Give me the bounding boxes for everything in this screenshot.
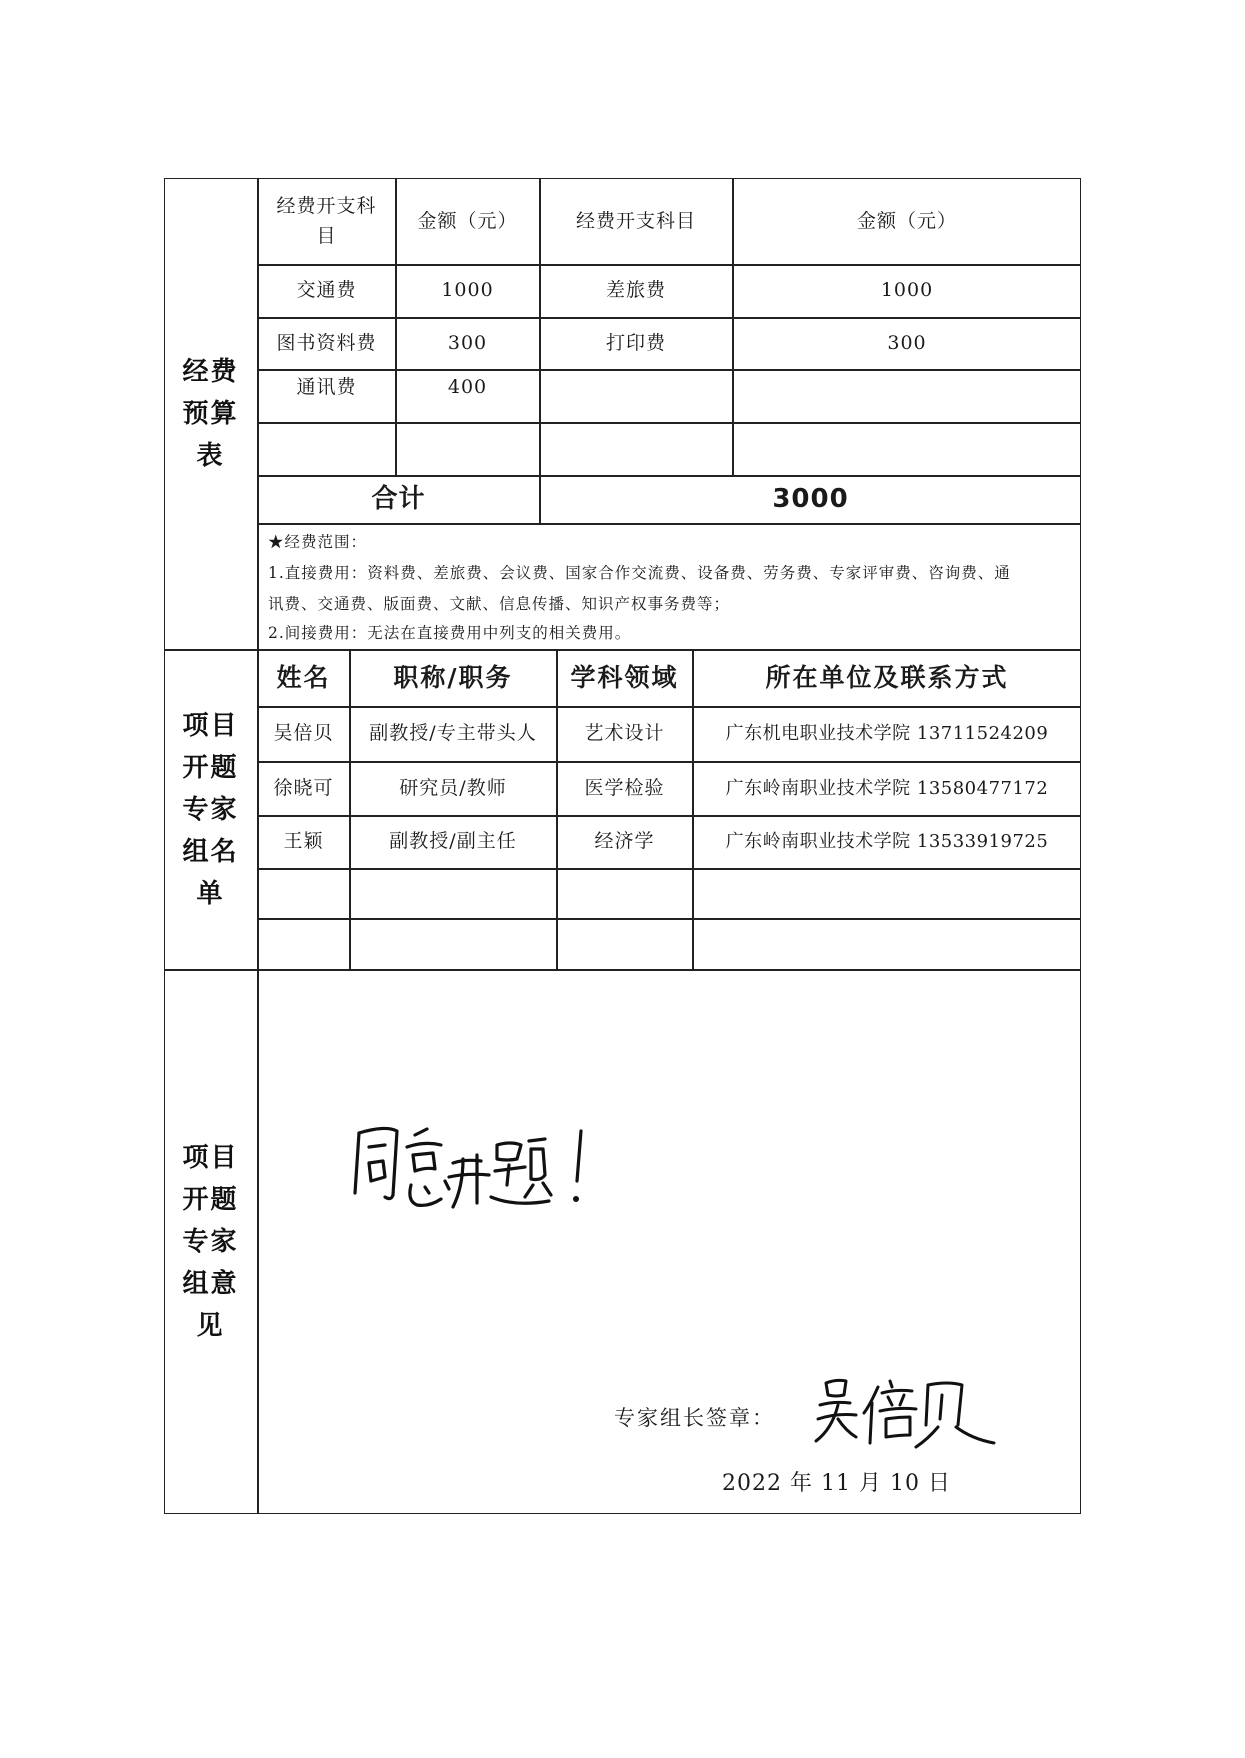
expert-name: 吴倍贝 <box>273 722 334 745</box>
expert-contact: 广东岭南职业技术学院 13533919725 <box>725 831 1049 853</box>
budget-cell: 400 <box>447 376 488 399</box>
budget-notes-line-3: 2.间接费用：无法在直接费用中列支的相关费用。 <box>268 624 632 642</box>
budget-side-label: 经费 预算 表 <box>182 356 239 472</box>
experts-header-field: 学科领域 <box>570 663 679 693</box>
expert-contact: 广东机电职业技术学院 13711524209 <box>725 723 1049 745</box>
experts-row-line <box>257 868 1081 870</box>
budget-cell <box>540 370 732 422</box>
expert-field: 艺术设计 <box>584 722 665 745</box>
opinion-side-label: 项目 开题 专家 组意 见 <box>182 1142 239 1342</box>
expert-title: 副教授/专主带头人 <box>369 722 537 745</box>
budget-cell: 300 <box>887 331 927 354</box>
experts-side-label: 项目 开题 专家 组名 单 <box>182 710 239 910</box>
budget-row-line <box>257 422 1081 424</box>
budget-cell: 打印费 <box>605 331 666 354</box>
expert-title: 副教授/副主任 <box>389 830 517 853</box>
budget-notes-title: ★经费范围： <box>268 533 368 551</box>
budget-cell <box>733 370 1081 422</box>
expert-field: 医学检验 <box>584 776 665 799</box>
budget-cell: 交通费 <box>296 279 357 302</box>
signature-handwriting <box>812 1373 1007 1455</box>
handwritten-opinion <box>345 1115 595 1230</box>
budget-cell: 通讯费 <box>296 376 357 399</box>
signature-label: 专家组长签章： <box>614 1406 775 1430</box>
budget-notes-line-1: 1.直接费用：资料费、差旅费、会议费、国家合作交流费、设备费、劳务费、专家评审费、咨询费、通 <box>268 564 1011 582</box>
budget-cell: 300 <box>447 331 488 354</box>
budget-notes-line-2: 讯费、交通费、版面费、文献、信息传播、知识产权事务费等； <box>268 595 731 613</box>
experts-header-name: 姓名 <box>276 663 331 693</box>
budget-cell: 1000 <box>880 279 934 302</box>
experts-section-bottom <box>164 969 1081 971</box>
budget-header-item-b: 经费开支科目 <box>575 209 696 232</box>
budget-total-label: 合计 <box>371 484 426 515</box>
expert-contact: 广东岭南职业技术学院 13580477172 <box>725 777 1049 799</box>
signature-date: 2022 年 11 月 10 日 <box>722 1471 951 1496</box>
expert-name: 徐晓可 <box>273 776 334 799</box>
expert-field: 经济学 <box>594 830 655 853</box>
budget-header-amount-b: 金额（元） <box>856 209 957 232</box>
experts-header-contact: 所在单位及联系方式 <box>765 663 1009 693</box>
budget-total-value: 3000 <box>772 484 849 515</box>
budget-cell: 图书资料费 <box>276 331 377 354</box>
budget-header-amount-a: 金额（元） <box>417 209 518 232</box>
budget-header-item-a: 经费开支科 目 <box>276 195 377 247</box>
budget-cell: 1000 <box>441 279 494 302</box>
expert-name: 王颖 <box>283 830 324 853</box>
budget-cell: 差旅费 <box>605 279 666 302</box>
opinion-side-divider <box>257 970 259 1514</box>
budget-row-line <box>257 523 1081 525</box>
experts-header-title: 职称/职务 <box>393 663 513 693</box>
experts-row-line <box>257 918 1081 920</box>
expert-title: 研究员/教师 <box>399 776 507 799</box>
